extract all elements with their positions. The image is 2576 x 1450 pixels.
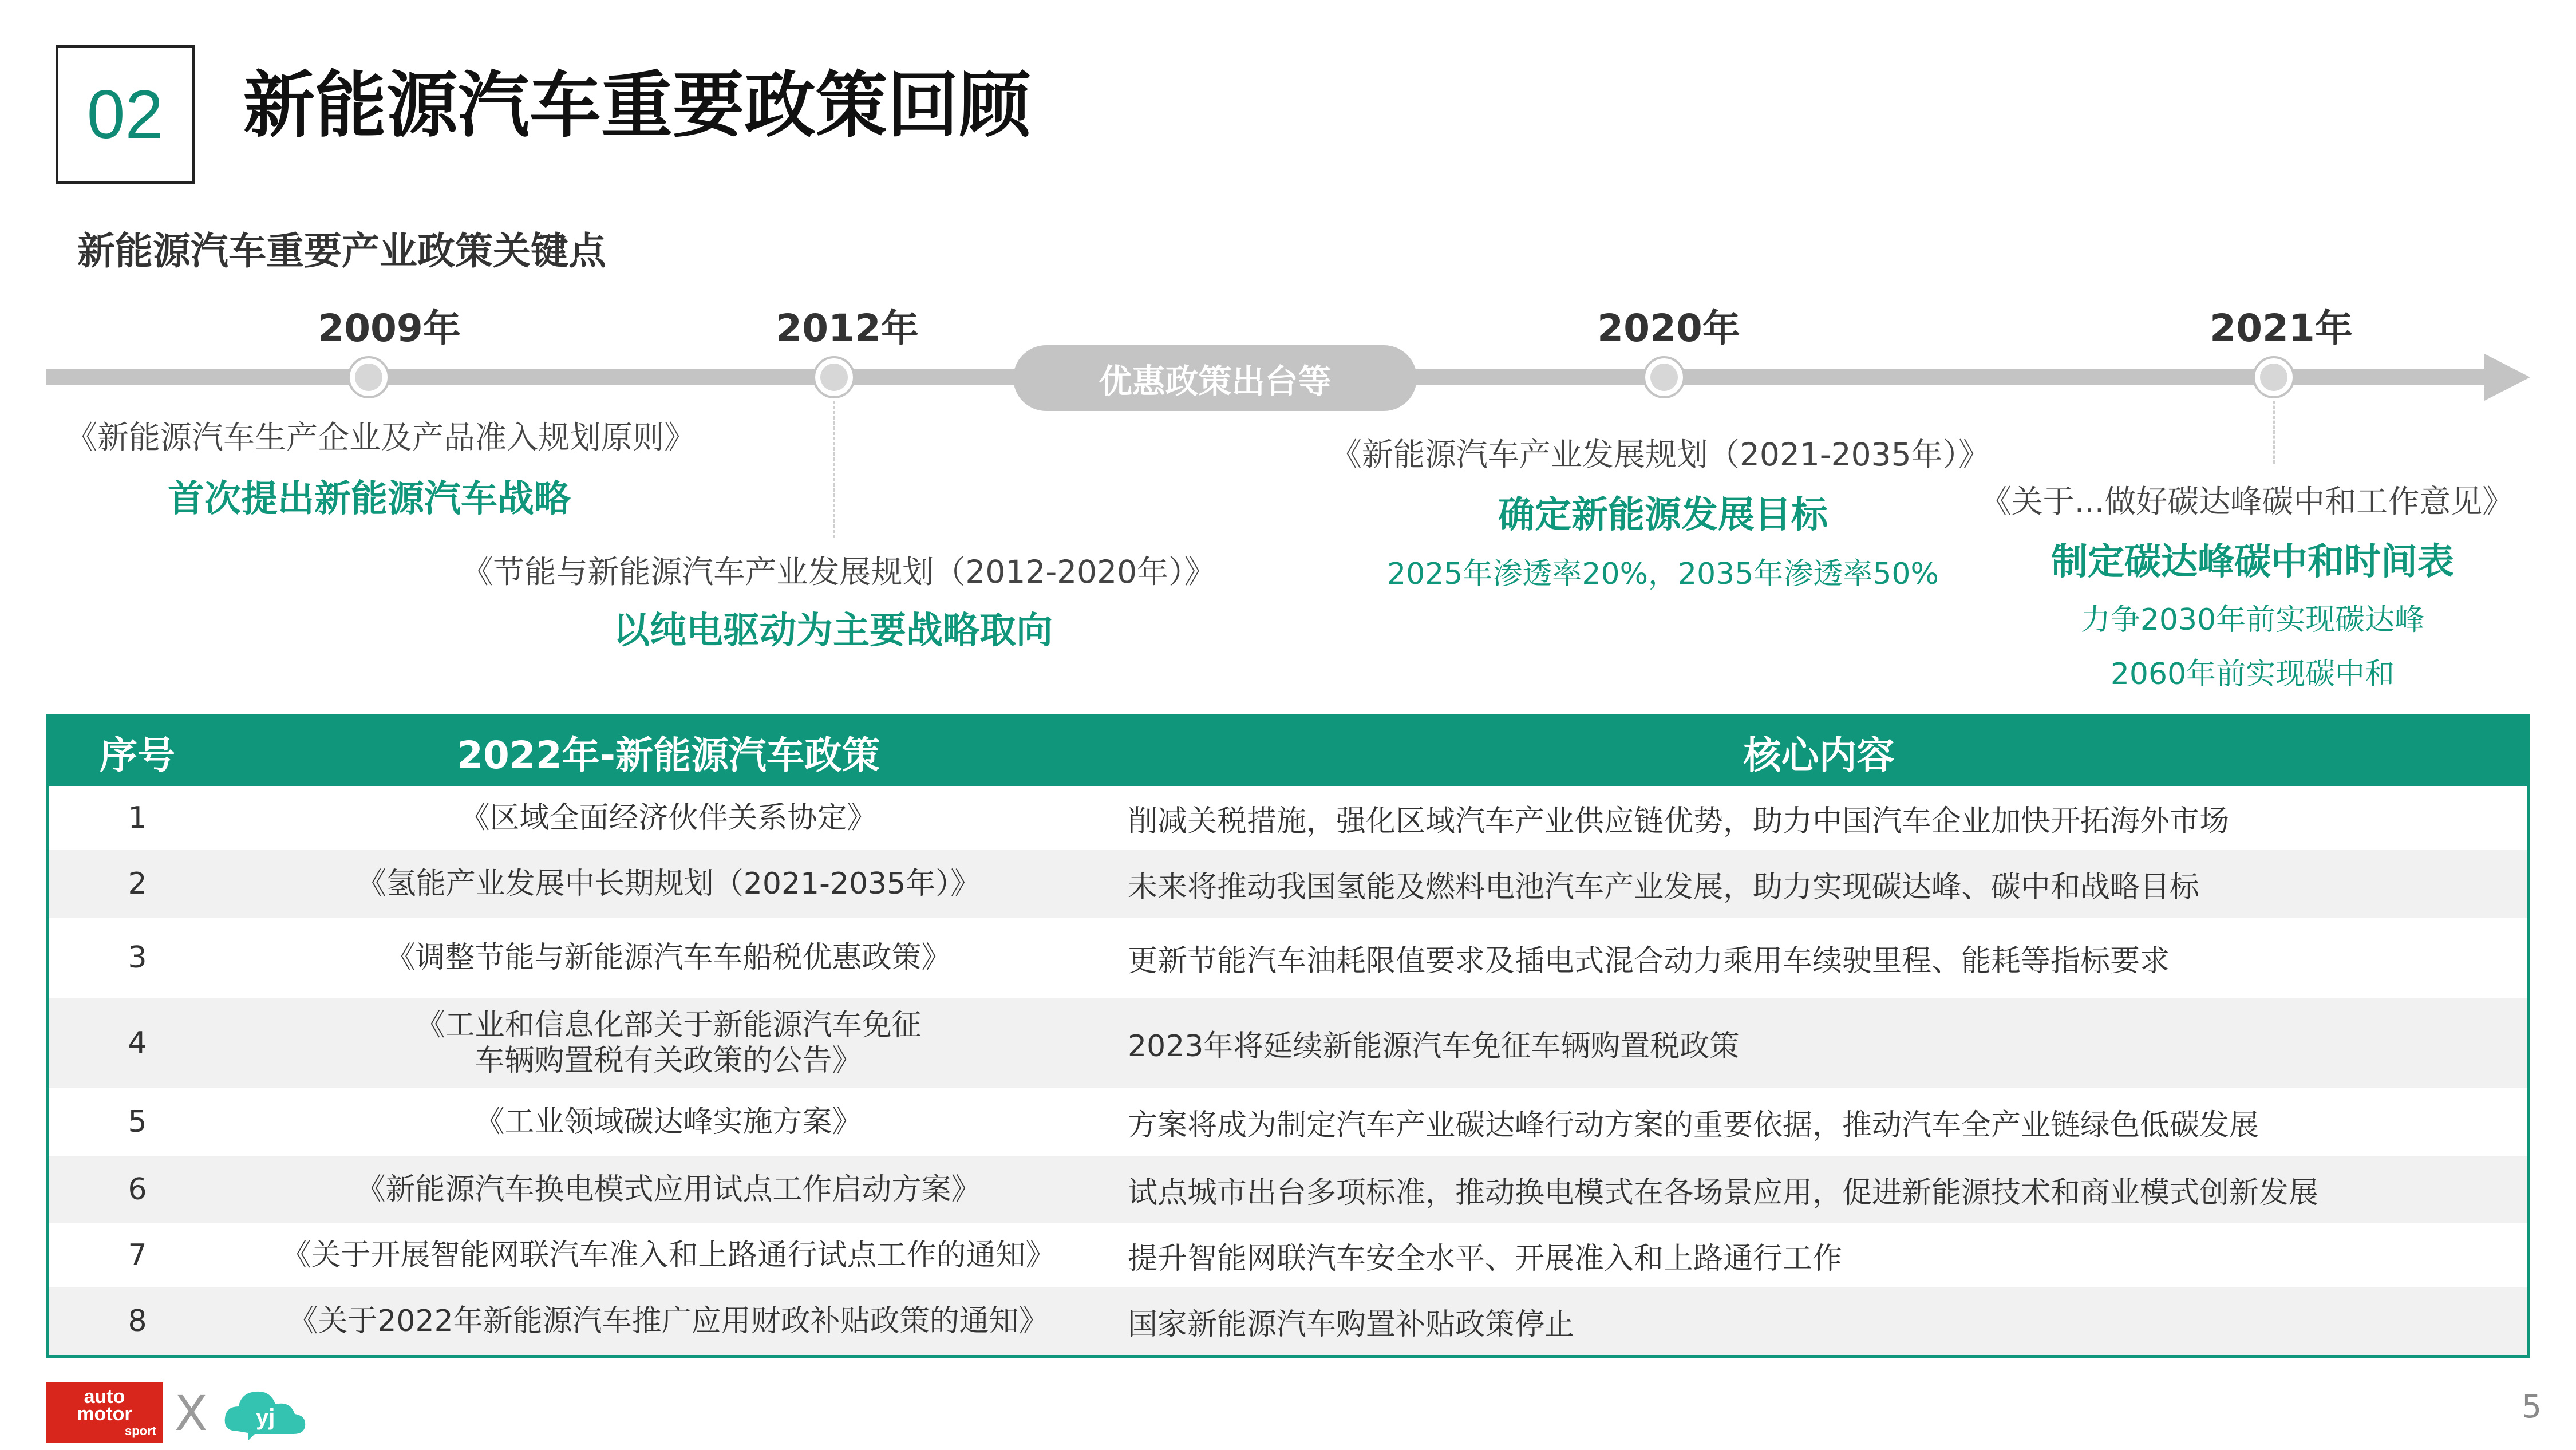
- table-row: [49, 998, 2527, 1088]
- timeline-connector-2021: [2273, 401, 2275, 464]
- header-number: 序号: [100, 733, 175, 777]
- row-number: 4: [128, 1026, 147, 1060]
- row-content: 更新节能汽车油耗限值要求及插电式混合动力乘用车续驶里程、能耗等指标要求: [1128, 943, 2170, 978]
- table-row: [49, 786, 2527, 850]
- timeline-document-2021: 《关于...做好碳达峰碳中和工作意见》: [1980, 483, 2514, 520]
- row-content: 试点城市出台多项标准，推动换电模式在各场景应用，促进新能源技术和商业模式创新发展: [1128, 1175, 2319, 1210]
- row-number: 3: [128, 941, 147, 975]
- row-policy-line: 车辆购置税有关政策的公告》: [475, 1044, 862, 1078]
- timeline-connector-2012: [833, 401, 835, 538]
- table-row: [49, 1287, 2527, 1355]
- row-policy: [226, 1008, 1111, 1078]
- row-content: 方案将成为制定汽车产业碳达峰行动方案的重要依据，推动汽车全产业链绿色低碳发展: [1128, 1108, 2259, 1143]
- section-number-box: 02: [56, 45, 195, 184]
- row-policy: 《关于2022年新能源汽车推广应用财政补贴政策的通知》: [288, 1304, 1049, 1338]
- row-number: 2: [128, 867, 147, 901]
- timeline-document-2009: 《新能源汽车生产企业及产品准入规划原则》: [65, 419, 696, 456]
- header-content: 核心内容: [1743, 733, 1895, 777]
- section-subtitle: 新能源汽车重要产业政策关键点: [77, 229, 606, 273]
- timeline-year-2021: 2021年: [2210, 306, 2353, 350]
- auto-motor-sport-logo: auto motor sport: [46, 1382, 163, 1443]
- row-policy: 《新能源汽车换电模式应用试点工作启动方案》: [355, 1172, 981, 1207]
- row-content: 未来将推动我国氢能及燃料电池汽车产业发展，助力实现碳达峰、碳中和战略目标: [1128, 870, 2200, 904]
- timeline-marker-2012: [813, 356, 855, 398]
- table-row: [49, 1223, 2527, 1287]
- timeline-document-2020: 《新能源汽车产业发展规划（2021-2035年）》: [1330, 436, 1990, 473]
- row-policy: 《工业领域碳达峰实施方案》: [475, 1105, 862, 1139]
- table-row: [49, 1088, 2527, 1156]
- timeline-detail-2020: 2025年渗透率20%，2035年渗透率50%: [1387, 557, 1939, 591]
- row-number: 7: [128, 1238, 147, 1273]
- row-policy: 《调整节能与新能源汽车车船税优惠政策》: [385, 941, 951, 975]
- timeline-headline-2012: 以纯电驱动为主要战略取向: [613, 610, 1053, 652]
- timeline-year-2020: 2020年: [1597, 306, 1740, 350]
- timeline-marker-2021: [2253, 356, 2295, 398]
- timeline-marker-2020: [1643, 356, 1685, 398]
- timeline-headline-2021: 制定碳达峰碳中和时间表: [2051, 541, 2454, 583]
- timeline-headline-2009: 首次提出新能源汽车战略: [168, 478, 571, 520]
- timeline-document-2012: 《节能与新能源汽车产业发展规划（2012-2020年）》: [461, 554, 1216, 590]
- row-number: 5: [128, 1105, 147, 1139]
- header-policy: 2022年-新能源汽车政策: [456, 733, 880, 777]
- policy-table: [46, 714, 2530, 1358]
- timeline-marker-2009: [347, 356, 390, 398]
- row-content: 削减关税措施，强化区域汽车产业供应链优势，助力中国汽车企业加快开拓海外市场: [1128, 804, 2230, 839]
- row-number: 6: [128, 1172, 147, 1207]
- timeline-detail-2021-b: 2060年前实现碳中和: [2110, 657, 2395, 692]
- collaboration-x-mark: X: [175, 1385, 208, 1441]
- table-header: [49, 717, 2527, 786]
- timeline-pill-label: 优惠政策出台等: [1013, 345, 1417, 411]
- table-row: [49, 850, 2527, 918]
- table-row: [49, 1156, 2527, 1223]
- table-row: [49, 918, 2527, 998]
- row-content: 提升智能网联汽车安全水平、开展准入和上路通行工作: [1128, 1241, 1843, 1276]
- row-content: 国家新能源汽车购置补贴政策停止: [1128, 1307, 1575, 1342]
- row-content: 2023年将延续新能源汽车免征车辆购置税政策: [1128, 1029, 1740, 1064]
- timeline-headline-2020: 确定新能源发展目标: [1498, 494, 1828, 536]
- row-number: 8: [128, 1304, 147, 1338]
- row-policy: 《氢能产业发展中长期规划（2021-2035年）》: [356, 867, 981, 901]
- row-policy: 《关于开展智能网联汽车准入和上路通行试点工作的通知》: [281, 1238, 1056, 1273]
- timeline-detail-2021-a: 力争2030年前实现碳达峰: [2080, 603, 2425, 637]
- timeline-arrow-icon: [2484, 354, 2530, 401]
- page-number: 5: [2522, 1388, 2542, 1425]
- row-policy-line: 《工业和信息化部关于新能源汽车免征: [415, 1008, 922, 1042]
- timeline-year-2012: 2012年: [776, 306, 919, 350]
- timeline-year-2009: 2009年: [318, 306, 461, 350]
- partner-cloud-logo: [220, 1382, 312, 1443]
- page-title: 新能源汽车重要政策回顾: [243, 64, 1030, 147]
- row-policy: 《区域全面经济伙伴关系协定》: [460, 801, 877, 835]
- row-number: 1: [128, 801, 147, 835]
- svg-text:yj: yj: [256, 1405, 275, 1430]
